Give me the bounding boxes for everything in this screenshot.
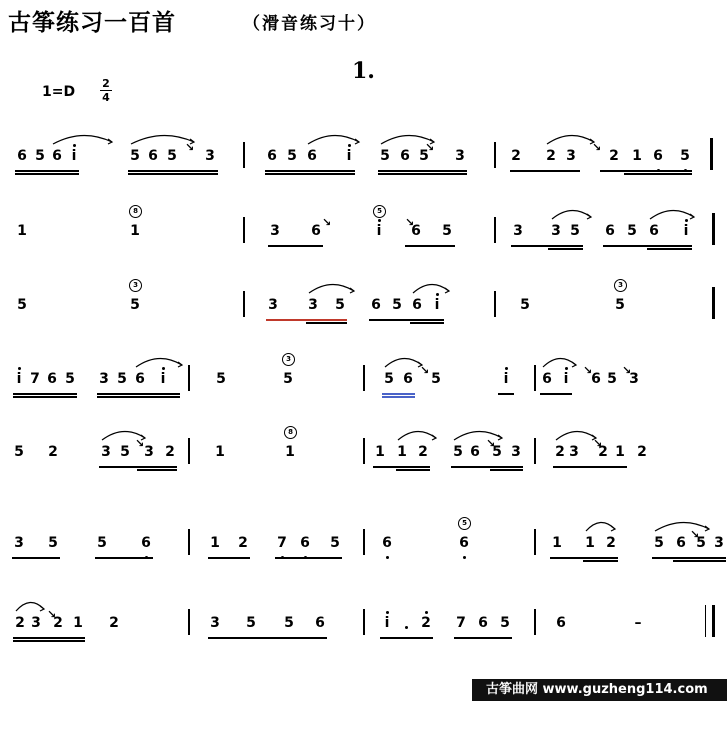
score-line bbox=[0, 132, 727, 178]
time-signature-numerator: 2 bbox=[102, 77, 110, 90]
note: 5 bbox=[65, 371, 75, 387]
duration-underline bbox=[15, 173, 79, 175]
duration-underline bbox=[15, 170, 79, 172]
note: 5 bbox=[607, 371, 617, 387]
note: 5 bbox=[130, 297, 140, 313]
duration-underline bbox=[369, 319, 444, 321]
note: 5 bbox=[97, 535, 107, 551]
duration-underline bbox=[548, 248, 583, 250]
note: 5 bbox=[680, 148, 690, 164]
note: 1 bbox=[552, 535, 562, 551]
circled-string-number: 3 bbox=[282, 353, 295, 366]
note: 6 bbox=[649, 223, 659, 239]
note: 3 bbox=[308, 297, 318, 313]
duration-underline bbox=[12, 557, 60, 559]
duration-underline bbox=[583, 560, 618, 562]
duration-underline bbox=[410, 322, 444, 324]
note: 2 bbox=[606, 535, 616, 551]
duration-underline bbox=[97, 396, 180, 398]
note: 5 bbox=[615, 297, 625, 313]
note: 6 bbox=[591, 371, 601, 387]
duration-underline bbox=[378, 170, 467, 172]
note: 6 bbox=[300, 535, 310, 551]
note: 6 bbox=[148, 148, 158, 164]
note: 6 bbox=[315, 615, 325, 631]
note: 2 bbox=[53, 615, 63, 631]
note: 3 bbox=[569, 444, 579, 460]
duration-underline bbox=[99, 466, 177, 468]
duration-underline bbox=[673, 560, 726, 562]
glide-mark-icon: ↘ bbox=[425, 141, 435, 154]
note: i bbox=[434, 297, 440, 313]
note: 5 bbox=[335, 297, 345, 313]
score-subtitle: （滑音练习十） bbox=[243, 14, 376, 34]
note: 5 bbox=[283, 371, 293, 387]
note: 6 bbox=[47, 371, 57, 387]
note: 5 bbox=[453, 444, 463, 460]
note: 2 bbox=[418, 444, 428, 460]
duration-underline bbox=[275, 557, 342, 559]
note: 6 bbox=[267, 148, 277, 164]
note: 1 bbox=[215, 444, 225, 460]
duration-underline bbox=[540, 393, 572, 395]
duration-underline bbox=[265, 170, 355, 172]
note: 5 bbox=[384, 371, 394, 387]
note: 6 bbox=[141, 535, 151, 551]
note: 6 bbox=[459, 535, 469, 551]
note: 5 bbox=[380, 148, 390, 164]
note: 2 bbox=[15, 615, 25, 631]
note: 1 bbox=[397, 444, 407, 460]
note: 1 bbox=[375, 444, 385, 460]
note: 5 bbox=[287, 148, 297, 164]
note: 1 bbox=[130, 223, 140, 239]
glide-mark-icon: ↘ bbox=[47, 608, 57, 621]
score-line bbox=[0, 355, 727, 401]
duration-underline bbox=[380, 637, 433, 639]
time-signature bbox=[99, 77, 113, 104]
note: 5 bbox=[500, 615, 510, 631]
duration-underline bbox=[510, 170, 580, 172]
duration-underline bbox=[95, 557, 153, 559]
note: 6 bbox=[411, 223, 421, 239]
note: 3 bbox=[629, 371, 639, 387]
slur-arc bbox=[0, 599, 727, 619]
note: 5 bbox=[130, 148, 140, 164]
augmentation-dot bbox=[405, 626, 408, 629]
note: 5 bbox=[442, 223, 452, 239]
note: 3 bbox=[511, 444, 521, 460]
circled-string-number: 5 bbox=[373, 205, 386, 218]
piece-number: 1. bbox=[352, 58, 375, 84]
score-line bbox=[0, 281, 727, 327]
note: i bbox=[384, 615, 390, 631]
note: 5 bbox=[17, 297, 27, 313]
note: 3 bbox=[144, 444, 154, 460]
duration-underline bbox=[268, 245, 323, 247]
note: 5 bbox=[392, 297, 402, 313]
note: 5 bbox=[167, 148, 177, 164]
note: 6 bbox=[382, 535, 392, 551]
duration-underline bbox=[265, 173, 355, 175]
note: 5 bbox=[520, 297, 530, 313]
glide-mark-icon: ↘ bbox=[135, 437, 145, 450]
duration-underline bbox=[498, 393, 514, 395]
note: i bbox=[16, 371, 22, 387]
note: 2 bbox=[238, 535, 248, 551]
duration-underline bbox=[208, 637, 327, 639]
score-line bbox=[0, 599, 727, 645]
note: 5 bbox=[120, 444, 130, 460]
note: i bbox=[503, 371, 509, 387]
note: i bbox=[346, 148, 352, 164]
glide-mark-icon: ↘ bbox=[185, 141, 195, 154]
glide-mark-icon: ↘ bbox=[690, 528, 700, 541]
note: 2 bbox=[555, 444, 565, 460]
note: 2 bbox=[109, 615, 119, 631]
note: 6 bbox=[135, 371, 145, 387]
circled-string-number: 8 bbox=[284, 426, 297, 439]
note: 1 bbox=[285, 444, 295, 460]
duration-underline bbox=[128, 170, 218, 172]
note: 3 bbox=[210, 615, 220, 631]
note: 2 bbox=[421, 615, 431, 631]
note: 5 bbox=[35, 148, 45, 164]
glide-mark-icon: ↘ bbox=[420, 364, 430, 377]
note: 7 bbox=[456, 615, 466, 631]
note: 1 bbox=[632, 148, 642, 164]
note: 5 bbox=[627, 223, 637, 239]
note: 5 bbox=[330, 535, 340, 551]
glide-mark-icon: ↘ bbox=[593, 437, 603, 450]
note: 5 bbox=[696, 535, 706, 551]
note: 3 bbox=[99, 371, 109, 387]
note: 1 bbox=[615, 444, 625, 460]
duration-underline bbox=[306, 322, 347, 324]
note: 3 bbox=[270, 223, 280, 239]
slur-arc bbox=[0, 355, 727, 375]
glide-mark-icon: ↘ bbox=[622, 364, 632, 377]
score-line bbox=[0, 207, 727, 253]
duration-underline bbox=[137, 469, 177, 471]
note: 1 bbox=[17, 223, 27, 239]
note: i bbox=[563, 371, 569, 387]
duration-underline bbox=[97, 393, 180, 395]
duration-underline bbox=[624, 173, 692, 175]
note: 3 bbox=[101, 444, 111, 460]
slur-arc bbox=[0, 207, 727, 227]
duration-underline bbox=[490, 469, 523, 471]
duration-underline bbox=[378, 173, 467, 175]
note: 6 bbox=[52, 148, 62, 164]
slur-arc bbox=[0, 132, 727, 152]
note: 1 bbox=[210, 535, 220, 551]
note: 3 bbox=[31, 615, 41, 631]
note: 5 bbox=[246, 615, 256, 631]
duration-underline bbox=[647, 248, 692, 250]
site-watermark: 古筝曲网 www.guzheng114.com bbox=[472, 679, 727, 701]
glide-mark-icon: ↘ bbox=[486, 437, 496, 450]
note: 3 bbox=[268, 297, 278, 313]
note: i bbox=[683, 223, 689, 239]
note: 5 bbox=[654, 535, 664, 551]
note: 2 bbox=[609, 148, 619, 164]
note: 2 bbox=[48, 444, 58, 460]
note: 5 bbox=[14, 444, 24, 460]
octave-dot-below bbox=[386, 556, 389, 559]
note: 3 bbox=[455, 148, 465, 164]
duration-underline bbox=[382, 393, 415, 395]
slur-arc bbox=[0, 519, 727, 539]
note: 3 bbox=[205, 148, 215, 164]
duration-underline bbox=[550, 557, 618, 559]
note: 3 bbox=[14, 535, 24, 551]
note: 3 bbox=[566, 148, 576, 164]
score-title: 古筝练习一百首 bbox=[8, 10, 176, 36]
note: 6 bbox=[403, 371, 413, 387]
note: i bbox=[160, 371, 166, 387]
note: 5 bbox=[570, 223, 580, 239]
circled-string-number: 3 bbox=[614, 279, 627, 292]
duration-underline bbox=[373, 466, 430, 468]
octave-dot-below bbox=[463, 556, 466, 559]
note: 1 bbox=[73, 615, 83, 631]
glide-mark-icon: ↘ bbox=[592, 141, 602, 154]
note: 6 bbox=[412, 297, 422, 313]
duration-underline bbox=[208, 557, 250, 559]
note: 6 bbox=[653, 148, 663, 164]
duration-underline bbox=[13, 637, 85, 639]
slur-arc bbox=[0, 281, 727, 301]
score-line bbox=[0, 428, 727, 474]
note: 6 bbox=[307, 148, 317, 164]
glide-mark-icon: ↘ bbox=[405, 216, 415, 229]
duration-underline bbox=[128, 173, 218, 175]
circled-string-number: 5 bbox=[458, 517, 471, 530]
note: 5 bbox=[117, 371, 127, 387]
duration-underline bbox=[13, 640, 85, 642]
rest-dash: – bbox=[634, 615, 642, 631]
note: 3 bbox=[714, 535, 724, 551]
circled-string-number: 3 bbox=[129, 279, 142, 292]
note: 2 bbox=[546, 148, 556, 164]
note: 5 bbox=[284, 615, 294, 631]
key-signature: 1=D bbox=[42, 84, 76, 100]
slur-arc bbox=[0, 428, 727, 448]
glide-mark-icon: ↘ bbox=[583, 364, 593, 377]
note: 6 bbox=[605, 223, 615, 239]
note: 6 bbox=[556, 615, 566, 631]
note: 2 bbox=[637, 444, 647, 460]
note: 3 bbox=[551, 223, 561, 239]
duration-underline bbox=[553, 466, 627, 468]
score-line bbox=[0, 519, 727, 565]
duration-underline bbox=[382, 396, 415, 398]
note: 2 bbox=[165, 444, 175, 460]
duration-underline bbox=[13, 393, 77, 395]
duration-underline bbox=[13, 396, 77, 398]
note: 2 bbox=[511, 148, 521, 164]
duration-underline bbox=[266, 319, 347, 321]
duration-underline bbox=[652, 557, 726, 559]
note: 3 bbox=[513, 223, 523, 239]
note: 7 bbox=[30, 371, 40, 387]
note: 6 bbox=[371, 297, 381, 313]
duration-underline bbox=[603, 245, 692, 247]
duration-underline bbox=[454, 637, 512, 639]
note: i bbox=[376, 223, 382, 239]
note: 6 bbox=[478, 615, 488, 631]
duration-underline bbox=[405, 245, 455, 247]
note: 6 bbox=[400, 148, 410, 164]
note: 5 bbox=[48, 535, 58, 551]
time-signature-denominator: 4 bbox=[102, 91, 110, 104]
note: 1 bbox=[585, 535, 595, 551]
duration-underline bbox=[600, 170, 692, 172]
note: 6 bbox=[470, 444, 480, 460]
glide-mark-icon: ↘ bbox=[322, 216, 332, 229]
note: 6 bbox=[542, 371, 552, 387]
note: i bbox=[71, 148, 77, 164]
note: 6 bbox=[676, 535, 686, 551]
circled-string-number: 8 bbox=[129, 205, 142, 218]
note: 6 bbox=[17, 148, 27, 164]
duration-underline bbox=[451, 466, 523, 468]
note: 6 bbox=[311, 223, 321, 239]
note: 5 bbox=[419, 148, 429, 164]
note: 7 bbox=[277, 535, 287, 551]
duration-underline bbox=[396, 469, 430, 471]
note: 5 bbox=[216, 371, 226, 387]
note: 5 bbox=[431, 371, 441, 387]
duration-underline bbox=[511, 245, 583, 247]
note: 2 bbox=[598, 444, 608, 460]
note: 5 bbox=[492, 444, 502, 460]
